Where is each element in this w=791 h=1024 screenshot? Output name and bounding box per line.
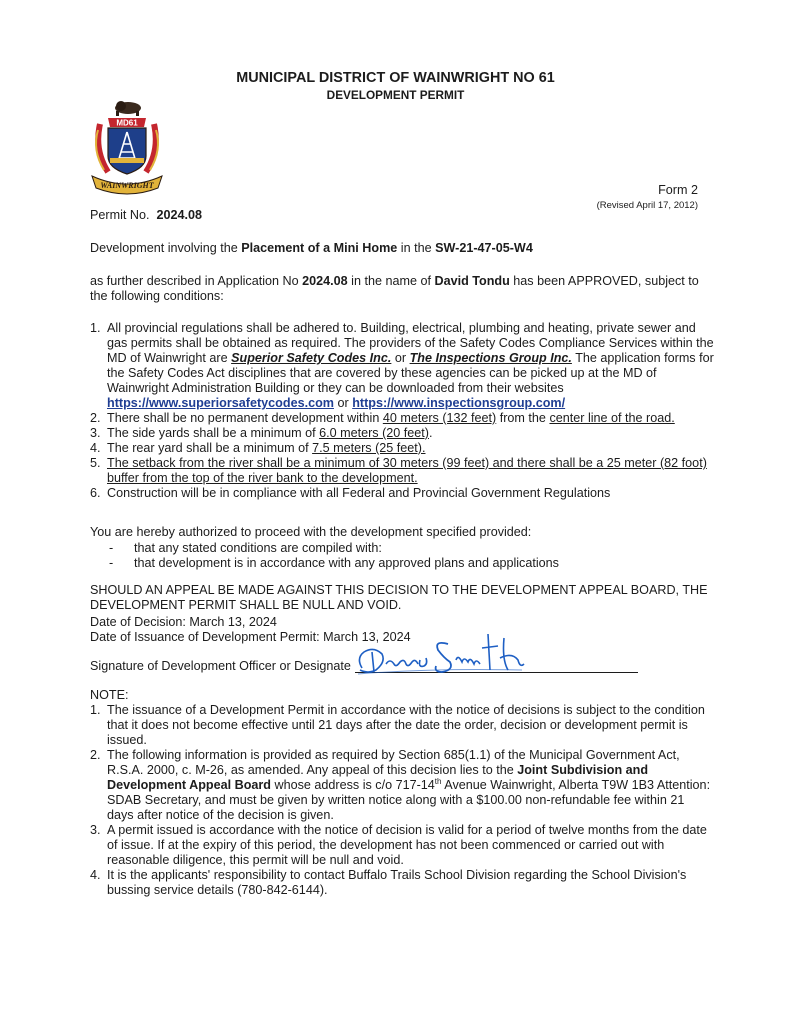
ordinal-suffix: th bbox=[434, 776, 442, 786]
crest-text-top: MD61 bbox=[116, 118, 138, 128]
note-number: 3. bbox=[90, 823, 101, 837]
notes-heading: NOTE: bbox=[90, 688, 129, 702]
note-text: Avenue Wainwright, Alberta T9W 1B3 Attention: SDAB Secretary, and must be given by written notice along with a $100.00 non-refundable fee within 21 days after notice of the decision is given. bbox=[107, 778, 711, 822]
handwritten-signature bbox=[352, 630, 527, 678]
page-title: MUNICIPAL DISTRICT OF WAINWRIGHT NO 61 bbox=[236, 70, 555, 86]
date-of-decision: Date of Decision: March 13, 2024 bbox=[90, 615, 277, 629]
development-description bbox=[90, 241, 533, 256]
link-inspections-group[interactable]: https://www.inspectionsgroup.com/ bbox=[352, 396, 566, 410]
bullet-text: that development is in accordance with any approved plans and applications bbox=[134, 556, 559, 570]
condition-text: The rear yard shall be a minimum of bbox=[107, 441, 309, 455]
condition-text: The application forms for the Safety Codes Act disciplines that are covered by these agencies can be picked up at the MD of Wainwright Administration Building or they can be downloaded from their websites bbox=[107, 351, 714, 395]
intro-text-2: in the name of bbox=[351, 274, 431, 288]
bullet-dash: - bbox=[109, 541, 114, 555]
condition-number: 5. bbox=[90, 456, 101, 470]
condition-reference: center line of the road. bbox=[549, 411, 675, 425]
condition-item bbox=[90, 411, 718, 426]
note-item bbox=[90, 823, 712, 868]
condition-item bbox=[90, 441, 718, 456]
condition-number: 2. bbox=[90, 411, 101, 425]
condition-text: or bbox=[337, 396, 349, 410]
condition-distance: 40 meters (132 feet) bbox=[382, 411, 497, 425]
authorization-statement: You are hereby authorized to proceed with the development specified provided: bbox=[90, 525, 532, 539]
application-number: 2024.08 bbox=[302, 274, 348, 288]
note-text: whose address is c/o 717-14 bbox=[274, 778, 435, 792]
municipal-crest-logo bbox=[84, 100, 170, 198]
org-superior-safety-codes: Superior Safety Codes Inc. bbox=[231, 351, 392, 365]
note-text: A permit issued is accordance with the notice of decision is valid for a period of twelve months from the date of issue. If at the expiry of this period, the development has not been commenced or carried out with reasonable diligence, this permit will be null and void. bbox=[107, 823, 707, 867]
condition-number: 6. bbox=[90, 486, 101, 500]
condition-text: There shall be no permanent development within bbox=[107, 411, 380, 425]
condition-item bbox=[90, 456, 718, 486]
condition-number: 1. bbox=[90, 321, 101, 335]
note-number: 1. bbox=[90, 703, 101, 717]
note-text: It is the applicants' responsibility to contact Buffalo Trails School Division regarding the School Division's bussing service details (780-842-6144). bbox=[107, 868, 687, 897]
bullet-text: that any stated conditions are compiled with: bbox=[134, 541, 382, 555]
intro-text-3: has been APPROVED, subject to the following conditions: bbox=[90, 274, 699, 303]
approval-intro bbox=[90, 274, 700, 304]
appeal-board-name: Joint Subdivision and Development Appeal Board bbox=[107, 763, 649, 792]
link-superior-safety-codes[interactable]: https://www.superiorsafetycodes.com bbox=[107, 396, 334, 410]
org-inspections-group: The Inspections Group Inc. bbox=[409, 351, 572, 365]
form-number: Form 2 bbox=[658, 183, 698, 197]
condition-number: 3. bbox=[90, 426, 101, 440]
condition-text: or bbox=[394, 351, 407, 365]
note-number: 2. bbox=[90, 748, 101, 762]
intro-text-1: as further described in Application No bbox=[90, 274, 299, 288]
date-of-issuance: Date of Issuance of Development Permit: March 13, 2024 bbox=[90, 630, 411, 644]
condition-text: The side yards shall be a minimum of bbox=[107, 426, 316, 440]
note-text: The issuance of a Development Permit in accordance with the notice of decisions is subject to the condition that it does not become effective until 21 days after the date the order, decision or development permit is issued. bbox=[107, 703, 705, 747]
note-item bbox=[90, 748, 712, 823]
permit-label: Permit No. bbox=[90, 208, 150, 222]
permit-number-line bbox=[90, 208, 202, 223]
note-number: 4. bbox=[90, 868, 101, 882]
notes-list bbox=[90, 703, 712, 898]
form-revised-date: (Revised April 17, 2012) bbox=[596, 200, 698, 211]
development-mid: in the bbox=[400, 241, 432, 255]
condition-text: . bbox=[429, 426, 433, 440]
condition-text: from the bbox=[499, 411, 546, 425]
development-prefix: Development involving the bbox=[90, 241, 238, 255]
condition-item bbox=[90, 486, 718, 501]
page-subtitle: DEVELOPMENT PERMIT bbox=[326, 88, 465, 102]
note-text: The following information is provided as required by Section 685(1.1) of the Municipal Government Act, R.S.A. 2000, c. M-26, as amended. Any appeal of this decision lies to the bbox=[107, 748, 680, 777]
signature-label: Signature of Development Officer or Designate bbox=[90, 659, 351, 673]
applicant-name: David Tondu bbox=[434, 274, 510, 288]
condition-distance: 7.5 meters (25 feet). bbox=[312, 441, 426, 455]
condition-item bbox=[90, 321, 718, 411]
condition-text: Construction will be in compliance with all Federal and Provincial Government Regulations bbox=[107, 486, 611, 500]
development-location: SW-21-47-05-W4 bbox=[435, 241, 533, 255]
appeal-warning: SHOULD AN APPEAL BE MADE AGAINST THIS DECISION TO THE DEVELOPMENT APPEAL BOARD, THE DEVELOPMENT PERMIT SHALL BE NULL AND VOID. bbox=[90, 583, 708, 612]
note-item bbox=[90, 703, 712, 748]
development-type: Placement of a Mini Home bbox=[241, 241, 398, 255]
conditions-list bbox=[90, 321, 718, 501]
note-item bbox=[90, 868, 712, 898]
permit-number: 2024.08 bbox=[156, 208, 203, 222]
condition-number: 4. bbox=[90, 441, 101, 455]
condition-item bbox=[90, 426, 718, 441]
condition-text: The setback from the river shall be a minimum of 30 meters (99 feet) and there shall be a 25 meter (82 foot) buffer from the top of the river bank to the development. bbox=[107, 456, 707, 485]
crest-text-bottom: WAINWRIGHT bbox=[100, 181, 154, 190]
condition-distance: 6.0 meters (20 feet) bbox=[319, 426, 429, 440]
bullet-dash: - bbox=[109, 556, 114, 570]
condition-text: All provincial regulations shall be adhered to. Building, electrical, plumbing and heating, private sewer and gas permits shall be obtained as required. The providers of the Safety Codes Compliance Services within the MD of Wainwright are bbox=[107, 321, 714, 365]
